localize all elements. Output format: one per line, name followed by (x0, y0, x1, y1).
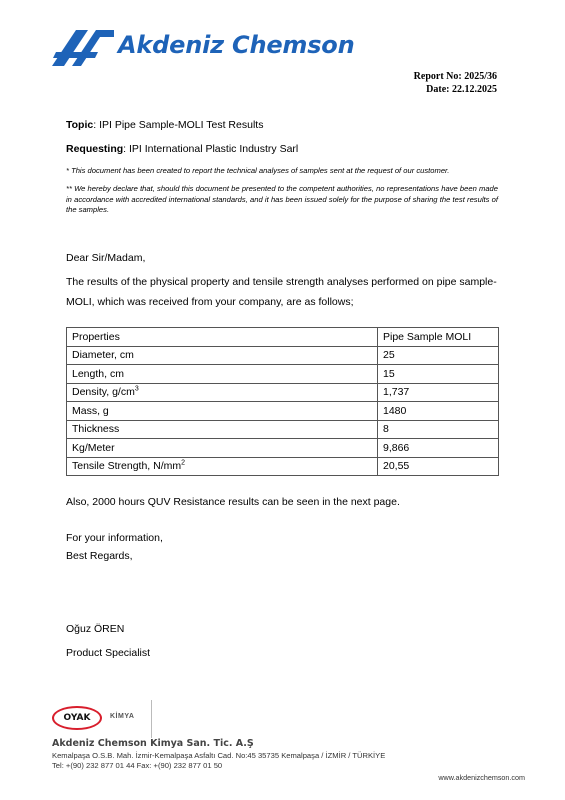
footer-website: www.akdenizchemson.com (438, 773, 525, 782)
signature-name: Oğuz ÖREN (66, 623, 125, 635)
requesting-label: Requesting (66, 143, 124, 155)
table-row (67, 420, 499, 439)
property-cell: Diameter, cm (67, 346, 378, 365)
footer-company-name: Akdeniz Chemson Kimya San. Tic. A.Ş (52, 738, 254, 749)
report-number: Report No: 2025/36 (413, 71, 497, 82)
brand-name: Akdeniz Chemson (118, 31, 355, 59)
property-cell: Kg/Meter (67, 439, 378, 458)
report-date: Date: 22.12.2025 (426, 84, 497, 95)
note-2: ** We hereby declare that, should this document be presented to the competent authorities, no representations have been made in accordance with accredited international standards, and it has been issued solely for the purpose of sharing the test results of the samples. (66, 184, 498, 214)
table-header-row (67, 328, 499, 347)
footer-logo (52, 700, 162, 738)
table-row (67, 439, 499, 458)
property-cell (67, 383, 378, 402)
salutation: Dear Sir/Madam, (66, 252, 146, 264)
requesting-line (66, 143, 298, 155)
signature-title: Product Specialist (66, 647, 151, 659)
value-cell: 25 (378, 346, 499, 365)
value-cell: 1480 (378, 402, 499, 421)
footer-phone: Tel: +(90) 232 877 01 44 Fax: +(90) 232 877 01 50 (52, 761, 223, 770)
value-cell: 9,866 (378, 439, 499, 458)
property-cell: Length, cm (67, 365, 378, 384)
oyak-logo-icon: OYAK (52, 706, 102, 730)
table-row (67, 402, 499, 421)
closing-line-1: For your information, (66, 532, 163, 544)
topic-label: Topic (66, 119, 94, 131)
footer-divider (151, 700, 152, 738)
table-header-cell: Properties (67, 328, 378, 347)
logo-mark-icon (52, 28, 114, 66)
requesting-value: : IPI International Plastic Industry Sarl (123, 143, 299, 155)
footer-address: Kemalpaşa O.S.B. Mah. İzmir-Kemalpaşa Asfaltı Cad. No:45 35735 Kemalpaşa / İZMİR / TÜRKİYE (52, 751, 386, 760)
kimya-label: KİMYA (110, 713, 135, 720)
topic-line (66, 119, 263, 131)
report-meta (414, 70, 497, 96)
superscript: 2 (181, 459, 186, 467)
property-text: Density, g/cm (72, 386, 135, 399)
property-text: Tensile Strength, N/mm (72, 460, 182, 473)
value-cell: 1,737 (378, 383, 499, 402)
table-row (67, 457, 499, 476)
after-table-text: Also, 2000 hours QUV Resistance results can be seen in the next page. (66, 496, 400, 508)
company-logo (52, 28, 355, 68)
note-1: * This document has been created to report the technical analyses of samples sent at the request of our customer. (66, 166, 450, 175)
superscript: 3 (134, 385, 139, 393)
value-cell: 15 (378, 365, 499, 384)
table-row (67, 365, 499, 384)
closing-line-2: Best Regards, (66, 550, 133, 562)
property-cell (67, 457, 378, 476)
intro-paragraph: The results of the physical property and tensile strength analyses performed on pipe sample-MOLI, which was received from your company, are as follows; (66, 276, 497, 308)
properties-table (66, 327, 499, 476)
value-cell: 8 (378, 420, 499, 439)
table-row (67, 346, 499, 365)
table-header-cell: Pipe Sample MOLI (378, 328, 499, 347)
topic-value: : IPI Pipe Sample-MOLI Test Results (93, 119, 264, 131)
property-cell: Thickness (67, 420, 378, 439)
value-cell: 20,55 (378, 457, 499, 476)
table-row (67, 383, 499, 402)
property-cell: Mass, g (67, 402, 378, 421)
